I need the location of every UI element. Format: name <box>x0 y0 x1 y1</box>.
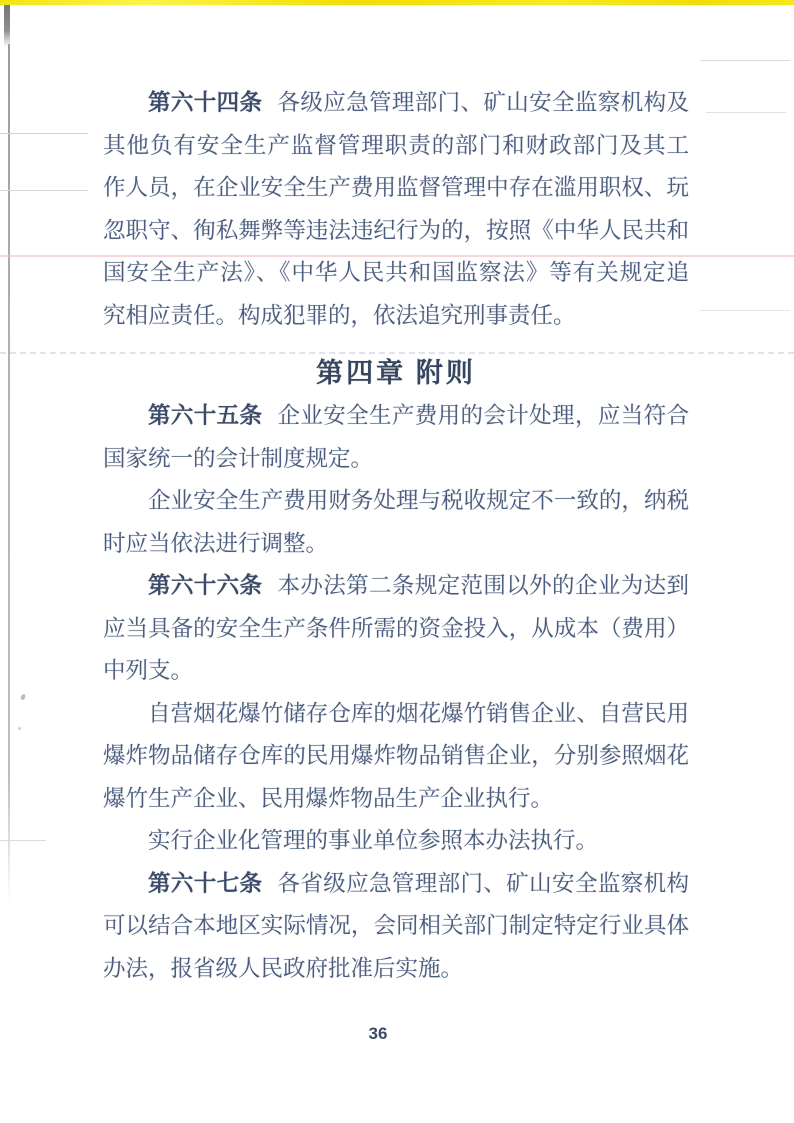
scan-artifact-line <box>700 310 790 311</box>
line-text: 企业安全生产费用的会计处理，应当符合 <box>277 403 689 428</box>
scan-artifact-speck <box>20 693 26 700</box>
chapter-heading: 第四章 附则 <box>316 358 476 388</box>
scan-artifact-line <box>0 133 88 134</box>
text-line <box>103 565 689 608</box>
text-line: 可以结合本地区实际情况，会同相关部门制定特定行业具体 <box>103 913 689 938</box>
scan-artifact-line <box>706 112 786 113</box>
text-line: 中列支。 <box>103 658 194 683</box>
scan-artifact-line <box>700 60 790 61</box>
text-line: 企业安全生产费用财务处理与税收规定不一致的，纳税 <box>148 488 689 513</box>
article-number: 第六十六条 <box>148 573 263 598</box>
article-number: 第六十七条 <box>148 870 263 896</box>
text-line <box>103 863 689 906</box>
line-text: 各级应急管理部门、矿山安全监察机构及 <box>277 90 689 115</box>
text-line: 爆炸物品储存仓库的民用爆炸物品销售企业，分别参照烟花 <box>103 743 689 768</box>
text-line: 时应当依法进行调整。 <box>103 530 329 556</box>
text-line: 应当具备的安全生产条件所需的资金投入，从成本（费用） <box>103 615 689 641</box>
scan-artifact-corner-mark <box>4 5 10 47</box>
text-line: 忽职守、徇私舞弊等违法违纪行为的，按照《中华人民共和 <box>103 217 689 243</box>
text-line <box>103 395 689 438</box>
text-line: 国安全生产法》、《中华人民共和国监察法》等有关规定追 <box>103 260 689 285</box>
text-line: 爆竹生产企业、民用爆炸物品生产企业执行。 <box>103 785 554 811</box>
text-line: 究相应责任。构成犯罪的，依法追究刑事责任。 <box>103 302 576 328</box>
text-line <box>103 82 689 125</box>
text-line: 其他负有安全生产监督管理职责的部门和财政部门及其工 <box>103 132 689 158</box>
article-number: 第六十五条 <box>148 403 263 428</box>
scan-artifact-yellow-strip <box>0 0 794 5</box>
line-text: 本办法第二条规定范围以外的企业为达到 <box>277 573 689 598</box>
text-line: 作人员，在企业安全生产费用监督管理中存在滥用职权、玩 <box>103 175 689 200</box>
article-number: 第六十四条 <box>148 90 263 115</box>
document-text-block <box>103 82 689 990</box>
scan-artifact-speck <box>18 727 21 730</box>
text-line: 国家统一的会计制度规定。 <box>103 445 374 471</box>
scan-artifact-left-edge-line <box>8 44 10 904</box>
line-text: 各省级应急管理部门、矿山安全监察机构 <box>277 870 689 896</box>
text-line: 自营烟花爆竹储存仓库的烟花爆竹销售企业、自营民用 <box>148 700 689 726</box>
page-number: 36 <box>368 1024 388 1043</box>
text-line: 实行企业化管理的事业单位参照本办法执行。 <box>148 828 599 853</box>
text-line: 办法，报省级人民政府批准后实施。 <box>103 955 464 981</box>
scan-artifact-line <box>0 840 46 841</box>
scan-artifact-line <box>0 190 88 191</box>
